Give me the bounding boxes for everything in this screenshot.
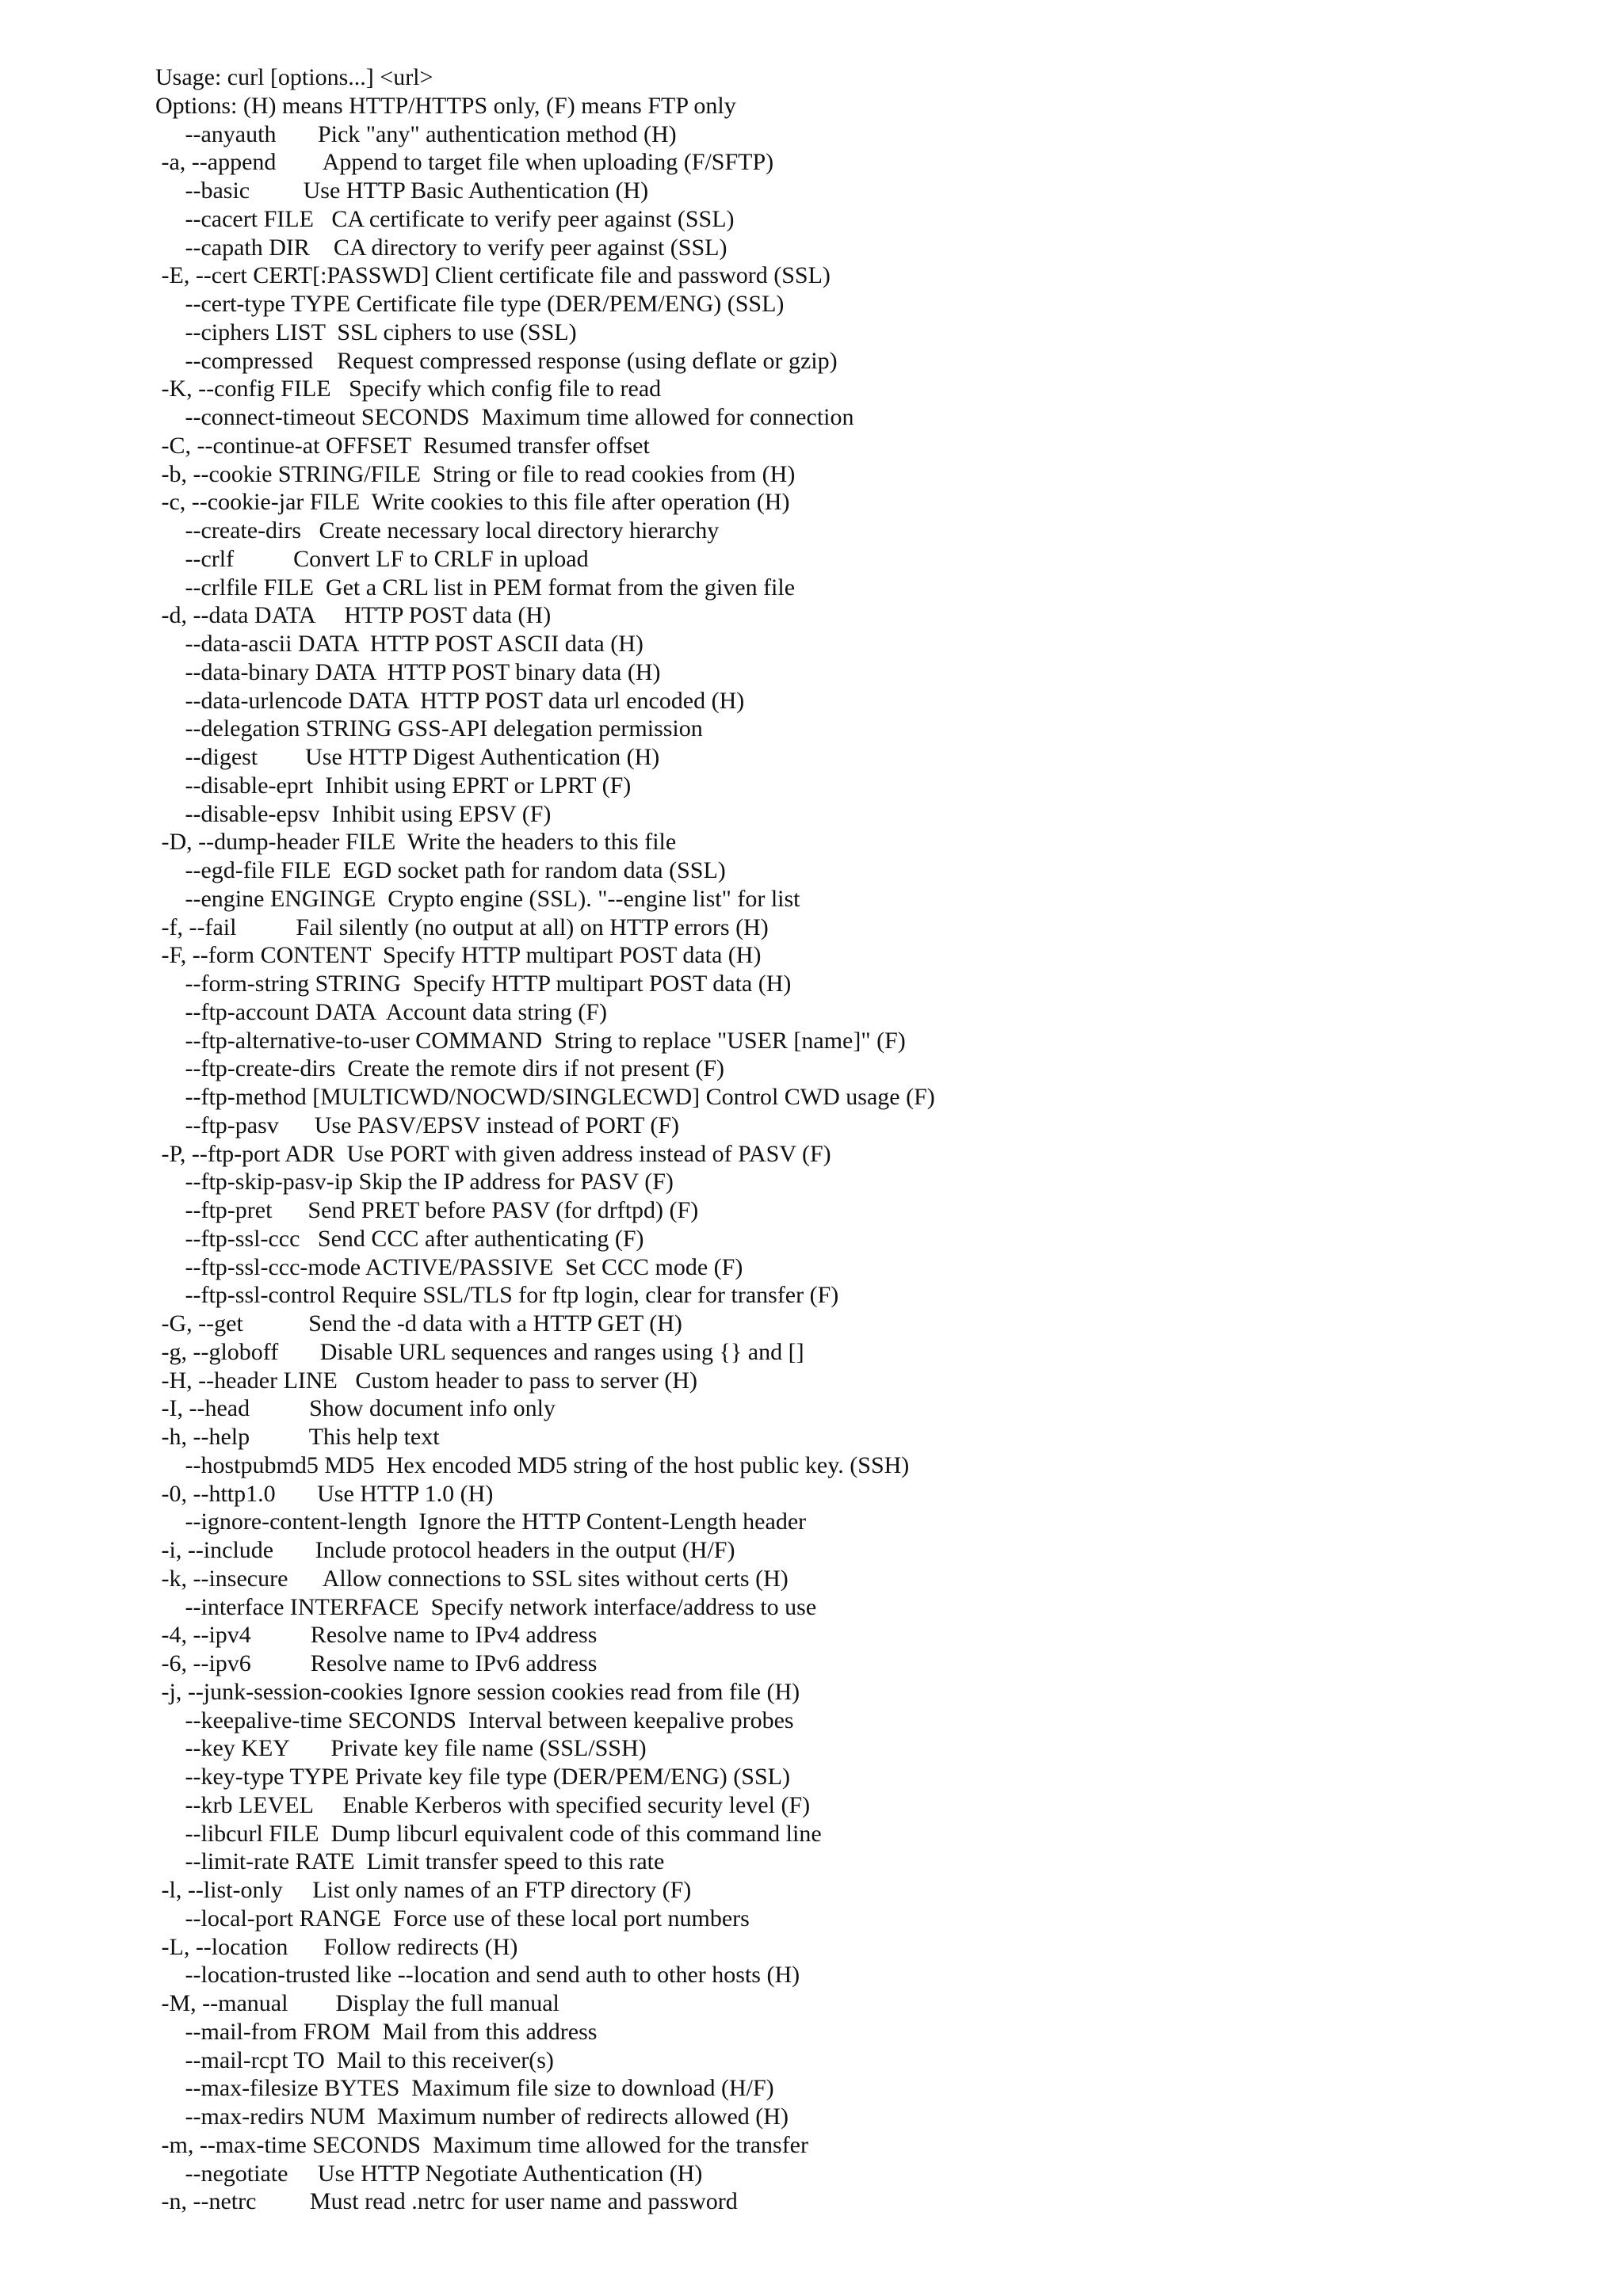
option-line: --ftp-pret Send PRET before PASV (for drftpd) (F) [155,1197,699,1223]
option-line: --crlf Convert LF to CRLF in upload [155,545,589,572]
option-line: --ftp-account DATA Account data string (F) [155,998,607,1025]
option-line: --cacert FILE CA certificate to verify peer against (SSL) [155,205,735,232]
option-line: -m, --max-time SECONDS Maximum time allowed for the transfer [155,2131,808,2158]
option-line: -b, --cookie STRING/FILE String or file to read cookies from (H) [155,460,796,487]
option-line: -H, --header LINE Custom header to pass to server (H) [155,1367,697,1394]
option-line: -c, --cookie-jar FILE Write cookies to this file after operation (H) [155,489,790,516]
option-line: --cert-type TYPE Certificate file type (DER/PEM/ENG) (SSL) [155,291,785,317]
option-line: --ftp-ssl-control Require SSL/TLS for ftp login, clear for transfer (F) [155,1282,839,1309]
option-line: --data-binary DATA HTTP POST binary data (H) [155,658,661,685]
option-line: --create-dirs Create necessary local directory hierarchy [155,517,720,543]
option-line: -I, --head Show document info only [155,1395,556,1422]
option-line: -P, --ftp-port ADR Use PORT with given address instead of PASV (F) [155,1140,831,1167]
option-line: -G, --get Send the -d data with a HTTP GET (H) [155,1310,682,1337]
option-line: --ciphers LIST SSL ciphers to use (SSL) [155,318,577,345]
option-line: --interface INTERFACE Specify network interface/address to use [155,1593,817,1620]
option-line: -F, --form CONTENT Specify HTTP multipart POST data (H) [155,942,762,969]
option-line: -C, --continue-at OFFSET Resumed transfer offset [155,432,650,459]
option-line: --engine ENGINGE Crypto engine (SSL). "--engine list" for list [155,885,800,912]
option-line: --key KEY Private key file name (SSL/SSH) [155,1735,647,1762]
option-line: -E, --cert CERT[:PASSWD] Client certificate file and password (SSL) [155,262,831,289]
option-line: -D, --dump-header FILE Write the headers to this file [155,829,677,856]
option-line: -K, --config FILE Specify which config file to read [155,376,662,402]
option-line: -M, --manual Display the full manual [155,1990,559,2016]
option-line: -g, --globoff Disable URL sequences and ranges using {} and [] [155,1338,804,1365]
option-line: --egd-file FILE EGD socket path for random data (SSL) [155,857,726,883]
option-line: --negotiate Use HTTP Negotiate Authentication (H) [155,2160,703,2187]
option-line: --capath DIR CA directory to verify peer against (SSL) [155,234,727,261]
option-line: -0, --http1.0 Use HTTP 1.0 (H) [155,1480,494,1507]
option-line: -d, --data DATA HTTP POST data (H) [155,602,552,629]
usage-line: Usage: curl [options...] <url> [155,64,433,90]
option-line: --ftp-method [MULTICWD/NOCWD/SINGLECWD] Control CWD usage (F) [155,1084,935,1110]
option-line: --libcurl FILE Dump libcurl equivalent code of this command line [155,1820,822,1847]
option-line: --basic Use HTTP Basic Authentication (H) [155,177,649,204]
option-line: -f, --fail Fail silently (no output at all) on HTTP errors (H) [155,913,769,940]
option-line: --delegation STRING GSS-API delegation permission [155,715,703,742]
option-line: --mail-rcpt TO Mail to this receiver(s) [155,2046,554,2073]
option-line: -h, --help This help text [155,1424,440,1450]
option-line: -L, --location Follow redirects (H) [155,1933,518,1960]
option-line: --data-urlencode DATA HTTP POST data url encoded (H) [155,687,745,714]
option-line: --location-trusted like --location and send auth to other hosts (H) [155,1962,800,1989]
option-line: --disable-eprt Inhibit using EPRT or LPRT (F) [155,772,632,799]
option-line: --ftp-ssl-ccc-mode ACTIVE/PASSIVE Set CCC mode (F) [155,1253,743,1280]
option-line: --local-port RANGE Force use of these local port numbers [155,1905,750,1932]
option-line: --mail-from FROM Mail from this address [155,2018,598,2045]
option-line: -k, --insecure Allow connections to SSL sites without certs (H) [155,1565,789,1592]
options-legend-line: Options: (H) means HTTP/HTTPS only, (F) means FTP only [155,92,736,119]
option-line: -4, --ipv4 Resolve name to IPv4 address [155,1622,598,1649]
option-line: --data-ascii DATA HTTP POST ASCII data (H) [155,631,643,657]
option-line: -a, --append Append to target file when uploading (F/SFTP) [155,149,774,176]
option-line: --ftp-create-dirs Create the remote dirs if not present (F) [155,1055,725,1082]
option-line: --limit-rate RATE Limit transfer speed to this rate [155,1848,665,1875]
option-line: --krb LEVEL Enable Kerberos with specified security level (F) [155,1791,811,1818]
option-line: -n, --netrc Must read .netrc for user name and password [155,2188,738,2215]
option-line: --ftp-pasv Use PASV/EPSV instead of PORT (F) [155,1112,680,1138]
option-line: -j, --junk-session-cookies Ignore session cookies read from file (H) [155,1678,800,1705]
option-line: --crlfile FILE Get a CRL list in PEM format from the given file [155,574,796,601]
option-line: --form-string STRING Specify HTTP multipart POST data (H) [155,971,792,997]
option-line: --digest Use HTTP Digest Authentication (H) [155,744,660,770]
option-line: --ftp-skip-pasv-ip Skip the IP address for PASV (F) [155,1169,674,1196]
option-line: --ignore-content-length Ignore the HTTP Content-Length header [155,1508,807,1535]
option-line: --disable-epsv Inhibit using EPSV (F) [155,800,552,827]
option-line: -i, --include Include protocol headers in the output (H/F) [155,1537,735,1563]
option-line: --keepalive-time SECONDS Interval between keepalive probes [155,1707,794,1733]
option-line: --ftp-alternative-to-user COMMAND String to replace "USER [name]" (F) [155,1027,906,1054]
option-line: --compressed Request compressed response (using deflate or gzip) [155,347,838,374]
option-line: --ftp-ssl-ccc Send CCC after authenticating (F) [155,1225,644,1252]
option-line: --hostpubmd5 MD5 Hex encoded MD5 string of the host public key. (SSH) [155,1451,910,1478]
curl-help-text [155,63,1582,2216]
option-line: --max-filesize BYTES Maximum file size to download (H/F) [155,2075,774,2102]
option-line: --connect-timeout SECONDS Maximum time allowed for connection [155,404,854,430]
option-line: -l, --list-only List only names of an FTP directory (F) [155,1877,692,1903]
option-line: --key-type TYPE Private key file type (DER/PEM/ENG) (SSL) [155,1764,790,1790]
option-line: --max-redirs NUM Maximum number of redirects allowed (H) [155,2103,789,2130]
option-line: -6, --ipv6 Resolve name to IPv6 address [155,1650,598,1676]
option-line: --anyauth Pick "any" authentication method (H) [155,120,677,147]
